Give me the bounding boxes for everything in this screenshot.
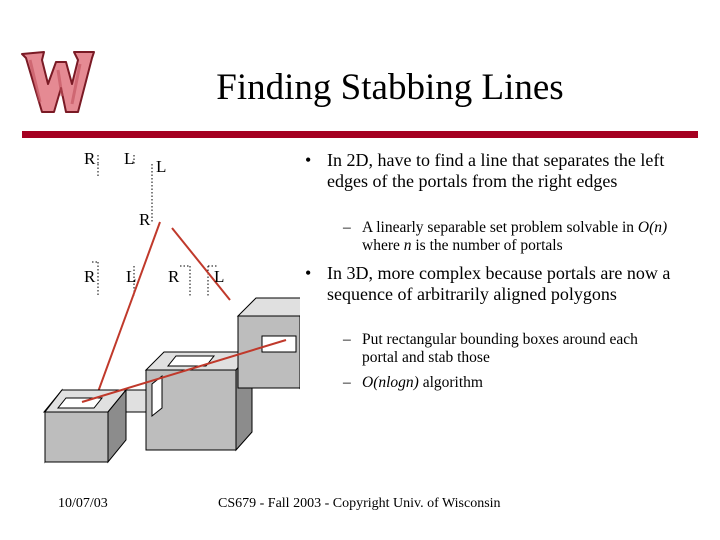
label-bottom-r2: R — [168, 267, 180, 286]
text-run: algorithm — [418, 374, 483, 391]
footer-date: 10/07/03 — [58, 496, 108, 511]
label-bottom-l2: L — [214, 267, 225, 286]
portal-box-3 — [238, 298, 300, 388]
stab-line-2d-right — [172, 228, 230, 300]
sub-bullet-text — [362, 374, 672, 392]
sub-bullet-text — [362, 219, 672, 255]
text-run: is the number of portals — [411, 237, 563, 254]
bullet-text: In 2D, have to find a line that separates the left edges of the portals from the right edges — [327, 150, 665, 191]
label-top-r2: R — [139, 210, 151, 229]
slide-title: Finding Stabbing Lines — [216, 67, 564, 108]
bullet-marker: • — [305, 263, 312, 283]
math-complexity: O(nlogn) — [362, 374, 419, 391]
label-bottom-r1: R — [84, 267, 96, 286]
footer-copyright: CS679 - Fall 2003 - Copyright Univ. of Wisconsin — [218, 496, 501, 511]
portal-lines — [92, 155, 218, 296]
sub-bullet-marker: – — [343, 219, 351, 236]
math-var: n — [403, 237, 412, 254]
label-top-r1: R — [84, 149, 96, 168]
sub-bullet-text: Put rectangular bounding boxes around each portal and stab those — [362, 331, 638, 366]
stabbing-diagram — [0, 0, 300, 520]
math-complexity: O(n) — [637, 219, 668, 236]
text-run: A linearly separable set problem solvable in — [362, 219, 638, 236]
bullet-text: In 3D, more complex because portals are now a sequence of arbitrarily aligned polygons — [327, 263, 671, 304]
sub-bullet-marker: – — [343, 374, 351, 391]
label-top-l2: L — [156, 157, 167, 176]
label-top-l1: L — [124, 149, 135, 168]
sub-bullet-marker: – — [343, 331, 351, 348]
text-run: where — [362, 237, 404, 254]
bullet-marker: • — [305, 150, 312, 170]
label-bottom-l1: L — [126, 267, 137, 286]
